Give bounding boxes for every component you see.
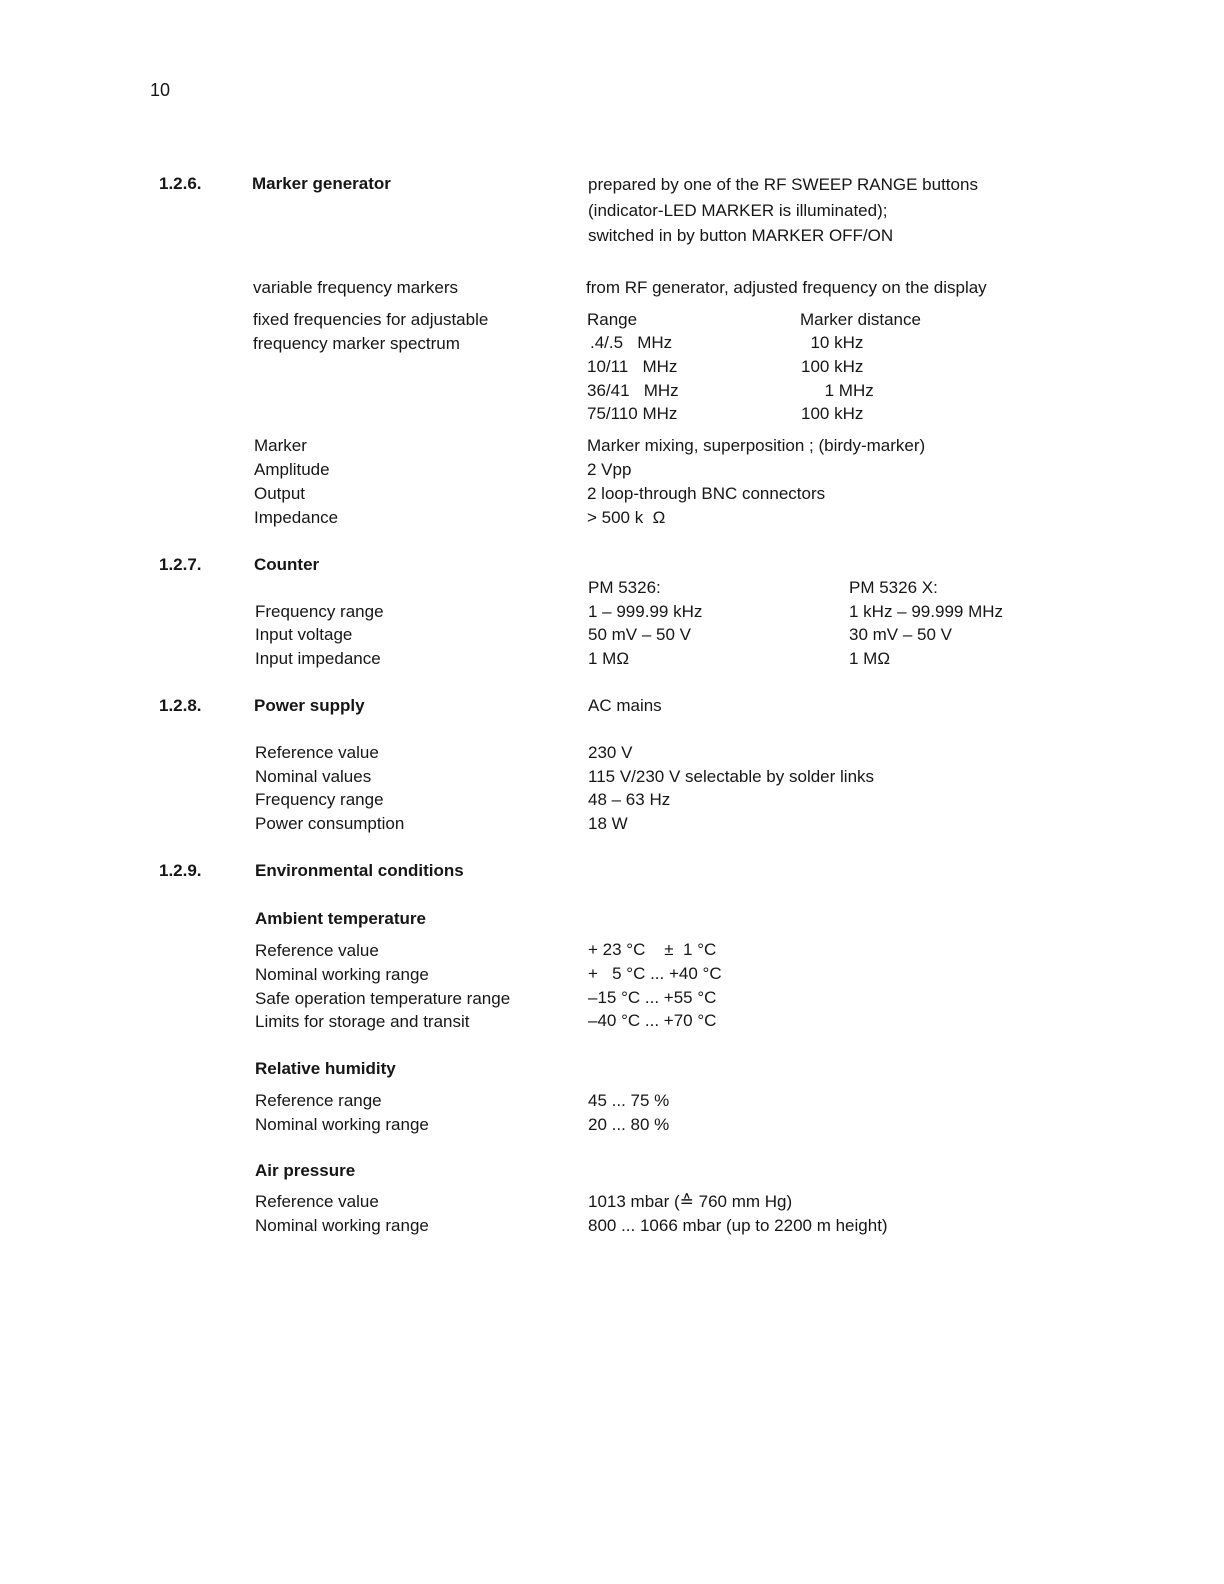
relative-humidity-heading: Relative humidity: [255, 1059, 396, 1078]
air-pressure-heading: Air pressure: [255, 1161, 356, 1180]
ambient-safe-value: –15 °C ... +55 °C: [588, 988, 717, 1007]
section-number-1-2-9: 1.2.9.: [159, 861, 202, 880]
amplitude-label: Amplitude: [254, 460, 330, 479]
marker-intro-line-2: (indicator-LED MARKER is illuminated);: [588, 201, 888, 220]
pressure-reference-value: 1013 mbar (≙ 760 mm Hg): [588, 1192, 793, 1211]
counter-input-voltage-label: Input voltage: [255, 625, 353, 644]
power-frequency-value: 48 – 63 Hz: [588, 790, 671, 809]
power-frequency-label: Frequency range: [255, 790, 384, 809]
section-title-environmental: Environmental conditions: [255, 861, 464, 880]
pressure-nominal-label: Nominal working range: [255, 1216, 429, 1235]
marker-intro-line-3: switched in by button MARKER OFF/ON: [588, 226, 894, 245]
counter-input-voltage-pm5326: 50 mV – 50 V: [588, 625, 692, 644]
pm5326-header: PM 5326:: [588, 578, 661, 597]
pressure-reference-label: Reference value: [255, 1192, 379, 1211]
range-row: 10/11 MHz: [587, 357, 678, 376]
counter-frequency-range-label: Frequency range: [255, 602, 384, 621]
page-number: 10: [150, 80, 171, 100]
ambient-temperature-heading: Ambient temperature: [255, 909, 426, 928]
range-row: 75/110 MHz: [587, 404, 678, 423]
marker-distance-header: Marker distance: [800, 310, 921, 329]
marker-intro-line-1: prepared by one of the RF SWEEP RANGE buttons: [588, 175, 978, 194]
ambient-nominal-label: Nominal working range: [255, 965, 429, 984]
power-reference-value: 230 V: [588, 743, 633, 762]
humidity-nominal-label: Nominal working range: [255, 1115, 429, 1134]
counter-input-impedance-label: Input impedance: [255, 649, 381, 668]
section-number-1-2-8: 1.2.8.: [159, 696, 202, 715]
power-consumption-label: Power consumption: [255, 814, 405, 833]
marker-value: Marker mixing, superposition ; (birdy-marker): [587, 436, 926, 455]
power-consumption-value: 18 W: [588, 814, 628, 833]
section-title-counter: Counter: [254, 555, 320, 574]
variable-markers-label: variable frequency markers: [253, 278, 459, 297]
power-reference-label: Reference value: [255, 743, 379, 762]
pressure-nominal-value: 800 ... 1066 mbar (up to 2200 m height): [588, 1216, 888, 1235]
output-value: 2 loop-through BNC connectors: [587, 484, 826, 503]
range-row: 36/41 MHz: [587, 381, 679, 400]
fixed-frequencies-label-1: fixed frequencies for adjustable: [253, 310, 489, 329]
amplitude-value: 2 Vpp: [587, 460, 632, 479]
impedance-label: Impedance: [254, 508, 339, 527]
ambient-limits-label: Limits for storage and transit: [255, 1012, 470, 1031]
section-title-power-supply: Power supply: [254, 696, 365, 715]
distance-row: 100 kHz: [801, 357, 864, 376]
power-nominal-value: 115 V/230 V selectable by solder links: [588, 767, 875, 786]
ambient-nominal-value: + 5 °C ... +40 °C: [588, 964, 722, 983]
humidity-reference-value: 45 ... 75 %: [588, 1091, 670, 1110]
ambient-reference-label: Reference value: [255, 941, 379, 960]
variable-markers-value: from RF generator, adjusted frequency on the display: [586, 278, 987, 297]
distance-row: 1 MHz: [801, 381, 874, 400]
counter-frequency-range-pm5326: 1 – 999.99 kHz: [588, 602, 703, 621]
impedance-value: > 500 k Ω: [587, 508, 666, 527]
counter-frequency-range-pm5326x: 1 kHz – 99.999 MHz: [849, 602, 1004, 621]
distance-row: 100 kHz: [801, 404, 864, 423]
section-number-1-2-6: 1.2.6.: [159, 174, 202, 193]
fixed-frequencies-label-2: frequency marker spectrum: [253, 334, 460, 353]
counter-input-impedance-pm5326: 1 MΩ: [588, 649, 630, 668]
counter-input-impedance-pm5326x: 1 MΩ: [849, 649, 891, 668]
marker-label: Marker: [254, 436, 307, 455]
ambient-reference-value: + 23 °C ± 1 °C: [588, 940, 717, 959]
range-header: Range: [587, 310, 638, 329]
counter-input-voltage-pm5326x: 30 mV – 50 V: [849, 625, 953, 644]
distance-row: 10 kHz: [801, 333, 864, 352]
ambient-limits-value: –40 °C ... +70 °C: [588, 1011, 717, 1030]
section-number-1-2-7: 1.2.7.: [159, 555, 202, 574]
power-supply-value: AC mains: [588, 696, 662, 715]
power-nominal-label: Nominal values: [255, 767, 372, 786]
range-row: .4/.5 MHz: [590, 333, 673, 352]
section-title-marker-generator: Marker generator: [252, 174, 391, 193]
pm5326x-header: PM 5326 X:: [849, 578, 938, 597]
output-label: Output: [254, 484, 306, 503]
humidity-reference-label: Reference range: [255, 1091, 382, 1110]
ambient-safe-label: Safe operation temperature range: [255, 989, 511, 1008]
humidity-nominal-value: 20 ... 80 %: [588, 1115, 670, 1134]
